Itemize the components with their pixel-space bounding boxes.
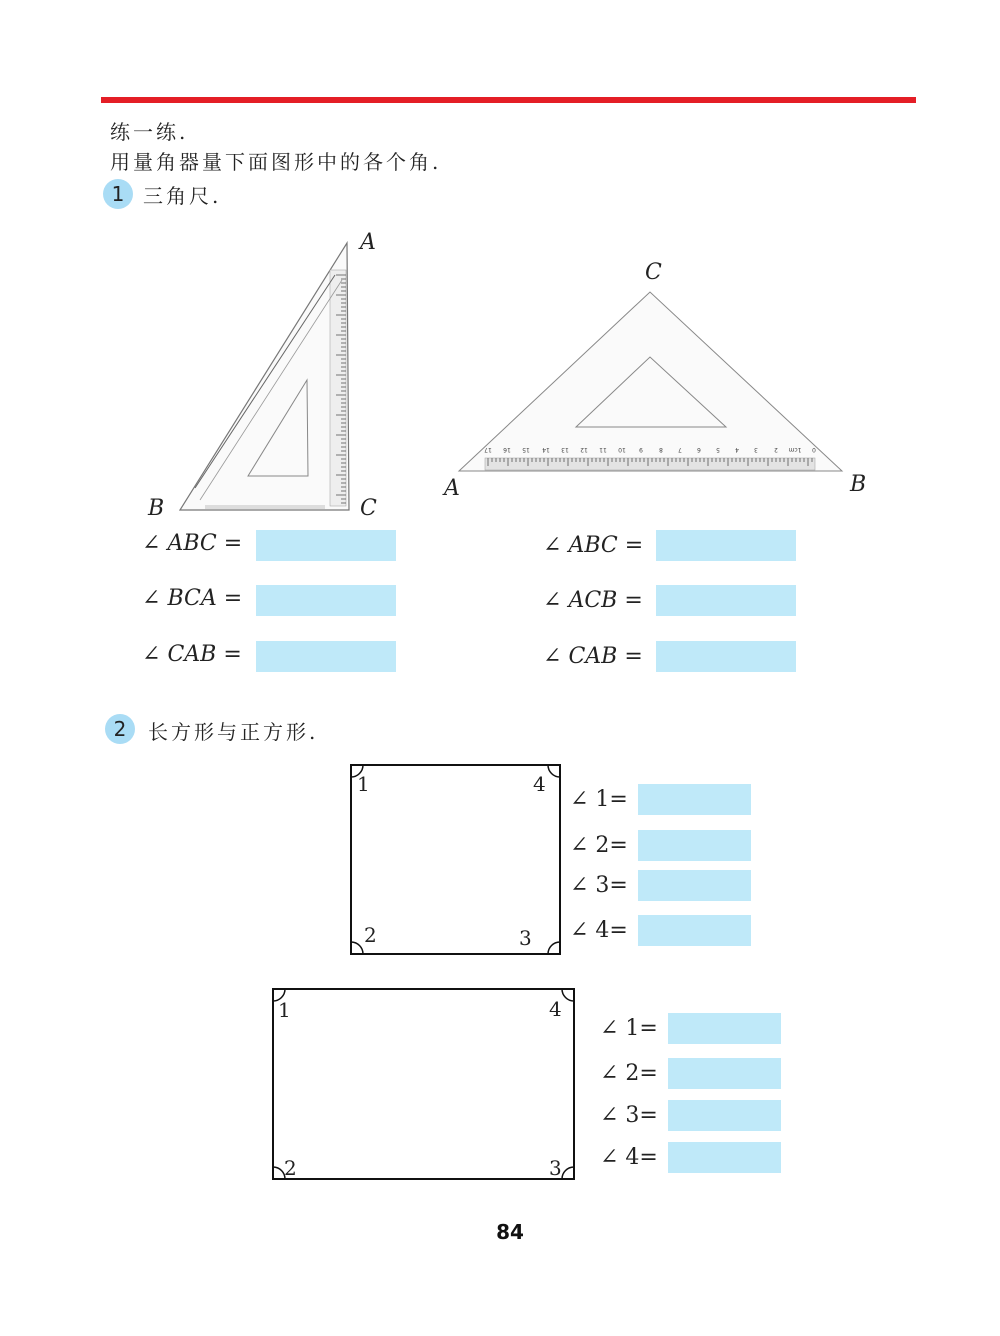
right-angle-abc-answer[interactable] xyxy=(656,530,796,561)
section-1-badge: 1 xyxy=(103,179,133,209)
rectangle-corner-arc-4 xyxy=(562,989,574,1001)
rectangle-angle-2-label: ∠ 2= xyxy=(600,1061,658,1086)
left-triangle-outline xyxy=(180,243,349,510)
right-ruler-label: 15 xyxy=(522,446,531,453)
section-2-title: 长方形与正方形. xyxy=(148,720,319,744)
rectangle-corner-arc-3 xyxy=(562,1167,574,1179)
exercise-heading: 练一练. xyxy=(110,120,189,144)
rectangle-angle-1-answer[interactable] xyxy=(668,1013,781,1044)
left-vertex-a: A xyxy=(360,230,376,255)
left-bottom-strip xyxy=(205,505,325,509)
rectangle-angle-3-answer[interactable] xyxy=(668,1100,781,1131)
right-ruler-label: 0 xyxy=(812,446,816,453)
right-set-square xyxy=(459,292,842,471)
right-ruler-label: 9 xyxy=(639,446,644,453)
right-ruler-label: 17 xyxy=(484,446,492,453)
left-angle-abc-answer[interactable] xyxy=(256,530,396,561)
square-angle-2-answer[interactable] xyxy=(638,830,751,861)
rectangle-angle-1-label: ∠ 1= xyxy=(600,1016,658,1041)
right-ruler-label: 8 xyxy=(658,446,663,453)
rectangle-corner-1: 1 xyxy=(278,998,291,1022)
square-corner-3: 3 xyxy=(519,926,532,950)
square-corner-2: 2 xyxy=(364,923,377,947)
right-ruler-label: 14 xyxy=(541,446,550,453)
right-ruler-strip xyxy=(485,458,815,470)
right-triangle-outline xyxy=(459,292,842,471)
right-ruler-label: 4 xyxy=(735,446,740,453)
square-corner-arc-3 xyxy=(548,942,560,954)
square-angle-1-answer[interactable] xyxy=(638,784,751,815)
right-ruler-label: 3 xyxy=(754,446,759,453)
right-angle-cab-answer[interactable] xyxy=(656,641,796,672)
right-vertex-a: A xyxy=(444,476,460,501)
right-ruler-label: 1cm xyxy=(788,446,802,453)
rectangle-outline xyxy=(273,989,574,1179)
square-corner-4: 4 xyxy=(533,772,546,796)
left-angle-bca-answer[interactable] xyxy=(256,585,396,616)
rectangle-corner-2: 2 xyxy=(284,1156,297,1180)
rectangle-angle-4-answer[interactable] xyxy=(668,1142,781,1173)
right-ruler-label: 2 xyxy=(773,446,778,453)
square-corner-arc-2 xyxy=(351,942,363,954)
left-angle-abc-label: ∠ ABC = xyxy=(142,531,243,556)
page-number: 84 xyxy=(496,1220,524,1244)
rectangle-figure xyxy=(273,989,574,1179)
right-angle-cab-label: ∠ CAB = xyxy=(543,644,643,669)
right-ruler-label: 16 xyxy=(503,446,511,453)
rectangle-angle-4-label: ∠ 4= xyxy=(600,1145,658,1170)
right-ruler-label: 12 xyxy=(580,446,588,453)
right-vertex-c: C xyxy=(645,260,662,285)
section-1-title: 三角尺. xyxy=(143,184,222,208)
left-vertex-b: B xyxy=(148,496,165,521)
square-angle-1-label: ∠ 1= xyxy=(570,787,628,812)
left-angle-bca-label: ∠ BCA = xyxy=(142,586,243,611)
rectangle-angle-3-label: ∠ 3= xyxy=(600,1103,658,1128)
right-angle-acb-answer[interactable] xyxy=(656,585,796,616)
right-ruler-label: 13 xyxy=(560,446,569,453)
square-angle-3-label: ∠ 3= xyxy=(570,873,628,898)
right-ruler-label: 5 xyxy=(716,446,721,453)
exercise-instruction: 用量角器量下面图形中的各个角. xyxy=(110,150,442,174)
right-angle-abc-label: ∠ ABC = xyxy=(543,533,644,558)
square-angle-4-answer[interactable] xyxy=(638,915,751,946)
square-angle-4-label: ∠ 4= xyxy=(570,918,628,943)
square-corner-arc-4 xyxy=(548,765,560,777)
rectangle-corner-3: 3 xyxy=(549,1156,562,1180)
rectangle-corner-4: 4 xyxy=(549,997,562,1021)
left-set-square xyxy=(180,243,349,510)
rectangle-angle-2-answer[interactable] xyxy=(668,1058,781,1089)
right-angle-acb-label: ∠ ACB = xyxy=(543,588,643,613)
left-angle-cab-label: ∠ CAB = xyxy=(142,642,242,667)
square-angle-2-label: ∠ 2= xyxy=(570,833,628,858)
left-angle-cab-answer[interactable] xyxy=(256,641,396,672)
right-ruler-label: 6 xyxy=(697,446,701,453)
left-vertex-c: C xyxy=(360,496,377,521)
right-ruler-label: 7 xyxy=(677,446,682,453)
right-ruler-label: 11 xyxy=(599,446,607,453)
square-angle-3-answer[interactable] xyxy=(638,870,751,901)
right-ruler-label: 10 xyxy=(618,446,627,453)
right-vertex-b: B xyxy=(850,472,867,497)
section-2-badge: 2 xyxy=(105,714,135,744)
square-corner-1: 1 xyxy=(357,772,370,796)
